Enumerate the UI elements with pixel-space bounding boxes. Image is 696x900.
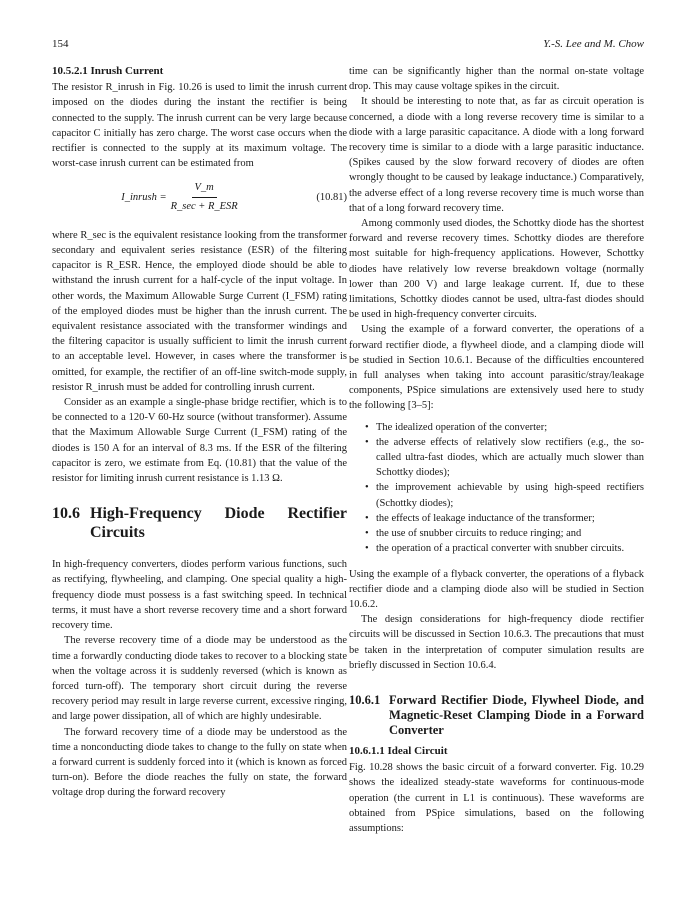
paragraph: The resistor R_inrush in Fig. 10.26 is used to limit the inrush current imposed on the diodes during the instant the rectifier is being connected to the supply. The inrush current can be very large because capacitor C initially has zero charge. The worst case occurs when the rectifier is connected to the supply at its maximum voltage. The worst-case inrush current can be estimated from	[52, 82, 347, 170]
paragraph: Using the example of a flyback converter, the operations of a flyback rectifier diode and a clamping diode also will be studied in Section 10.6.2.	[349, 568, 644, 610]
paragraph: Among commonly used diodes, the Schottky diode has the shortest forward and reverse recovery times. Schottky diodes are therefore most suitable for high-frequency applications. However, Schottky diodes have relatively low reverse breakdown voltage (normally lower than 200 V) and large leakage current. If, due to these limitations, Schottky diodes cannot be used, ultra-fast diodes should be used in high-frequency converter circuits.	[349, 218, 644, 321]
equation-number: (10.81)	[316, 191, 347, 203]
list-item	[349, 526, 644, 541]
bullet-icon: •	[365, 543, 369, 555]
bullet-icon: •	[365, 421, 369, 433]
section-title: High-Frequency Diode Rectifier Circuits	[90, 505, 347, 542]
equation-numerator: V_m	[192, 180, 217, 197]
list-item-text: the use of snubber circuits to reduce ringing; and	[376, 528, 582, 540]
paragraph: where R_sec is the equivalent resistance looking from the transformer secondary and equivalent series resistance (ESR) of the filtering capacitor is R_ESR. Hence, the employed diode should be able to withstand the inrush current for a half-cycle of the input voltage. In other words, the Maximum Allowable Surge Current (I_FSM) rating of the employed diodes must be higher than the inrush current. The equivalent resistance associated with the transformer windings and the filtering capacitor is usually sufficient to limit the inrush current to an acceptable level. However, in cases where the transformer is omitted, for example, the rectifier of an off-line switch-mode supply, resistor R_inrush must be added for controlling inrush current.	[52, 229, 347, 393]
paragraph: It should be interesting to note that, as far as circuit operation is concerned, a diode with a long reverse recovery time is similar to a diode with a large parasitic capacitance. A diode with a long forward recovery time is similar to a diode with a large parasitic inductance. (Spikes caused by the slow forward recovery of diodes are often wrongly thought to be caused by leakage inductance.) Comparatively, the adverse effect of a long reverse recovery time is much worse than that of a long forward recovery time.	[349, 96, 644, 214]
section-heading-10-6-1	[349, 693, 644, 738]
section-number: 10.6.1	[349, 692, 381, 707]
subsection-heading-inrush: 10.5.2.1 Inrush Current	[52, 65, 164, 77]
bullet-list	[349, 420, 644, 557]
equation-10-81	[52, 180, 347, 213]
equation-lhs: I_inrush =	[121, 191, 167, 203]
section-heading-10-6	[52, 504, 347, 542]
list-item-text: the adverse effects of relatively slow rectifiers (e.g., the so-called ultra-fast diodes, which are actually much slower than Schottky diodes);	[376, 436, 644, 479]
section-title: Forward Rectifier Diode, Flywheel Diode, and Magnetic-Reset Clamping Diode in a Forward Converter	[389, 692, 644, 737]
paragraph: The reverse recovery time of a diode may be understood as the time a forwardly conducting diode takes to recover to a blocking state when the voltage across it is suddenly reversed (which is known as forced turn-off). The temporary short circuit during the reverse recovery period may result in large reverse current, excessive ringing, and large power dissipation, all of which are highly undesirable.	[52, 635, 347, 723]
list-item	[349, 420, 644, 435]
list-item	[349, 541, 644, 556]
list-item-text: The idealized operation of the converter;	[376, 421, 548, 433]
bullet-icon: •	[365, 482, 369, 494]
list-item	[349, 435, 644, 481]
section-number: 10.6	[52, 505, 80, 523]
paragraph: The forward recovery time of a diode may be understood as the time a nonconducting diode takes to change to the fully on state when a forward current is suddenly forced into it (which is known as forced turn-on). Before the diode reaches the fully on state, the forward voltage drop during the forward recovery	[52, 726, 347, 799]
list-item	[349, 480, 644, 510]
equation-denominator: R_sec + R_ESR	[170, 200, 238, 212]
list-item	[349, 511, 644, 526]
bullet-icon: •	[365, 512, 369, 524]
paragraph: Consider as an example a single-phase bridge rectifier, which is to be connected to a 120-V 60-Hz source (without transformer). Assume that the Maximum Allowable Surge Current (I_FSM) rating of the diodes is 150 A for an interval of 8.3 ms. If the ESR of the filtering capacitor is zero, we estimate from Eq. (10.81) that the value of the resistor for limiting inrush current resistance is 1.13 Ω.	[52, 397, 347, 485]
list-item-text: the effects of leakage inductance of the transformer;	[376, 512, 595, 524]
paragraph: Fig. 10.28 shows the basic circuit of a forward converter. Fig. 10.29 shows the idealized steady-state waveforms for continuous-mode operation (the current in L1 is continuous). These waveforms are obtained from PSpice simulations, based on the following assumptions:	[349, 762, 644, 834]
subsection-heading-ideal-circuit: 10.6.1.1 Ideal Circuit	[349, 744, 448, 757]
bullet-icon: •	[365, 528, 369, 540]
left-column	[52, 64, 347, 801]
paragraph: time can be significantly higher than the normal on-state voltage drop. This may cause voltage spikes in the circuit.	[349, 66, 644, 93]
page-number: 154	[52, 38, 69, 50]
bullet-icon: •	[365, 436, 369, 448]
right-column	[349, 64, 644, 836]
list-item-text: the improvement achievable by using high-speed rectifiers (Schottky diodes);	[376, 482, 644, 509]
paragraph: Using the example of a forward converter, the operations of a forward rectifier diode, a flywheel diode, and a clamping diode will be studied in Section 10.6.1. Because of the difficulties encountered in full analyses when taking into account parasitic/stray/leakage components, PSpice simulations are extensively used here to study the following [3–5]:	[349, 324, 644, 412]
equation-fraction	[171, 180, 238, 213]
paragraph: The design considerations for high-frequency diode rectifier circuits will be discussed in Section 10.6.3. The precautions that must be taken in the interpretation of computer simulation results are briefly discussed in Section 10.6.4.	[349, 614, 644, 671]
list-item-text: the operation of a practical converter with snubber circuits.	[376, 543, 625, 555]
running-head: Y.-S. Lee and M. Chow	[543, 38, 644, 50]
paragraph: In high-frequency converters, diodes perform various functions, such as rectifying, flywheeling, and clamping. One special quality a high-frequency diode must possess is a fast switching speed. In technical terms, it must have a short reverse recovery time and a short forward recovery time.	[52, 559, 347, 632]
